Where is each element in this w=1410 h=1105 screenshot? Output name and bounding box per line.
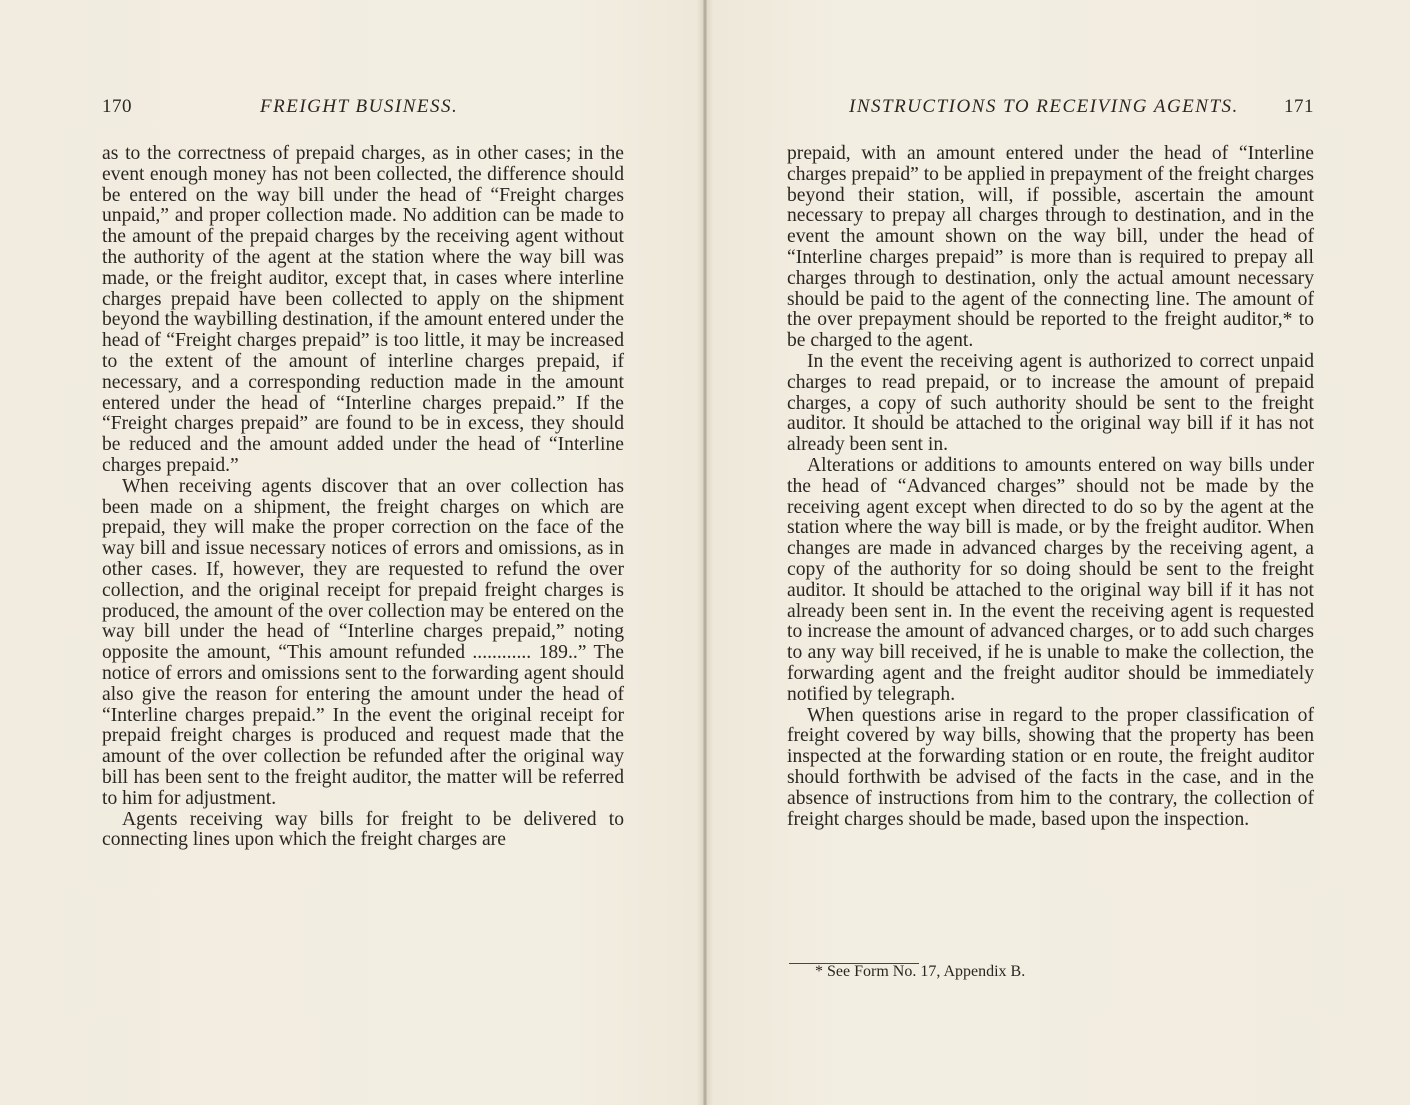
paragraph: Agents receiving way bills for freight to be delivered to connecting lines upon which the freight charges are <box>102 808 624 851</box>
left-body-text <box>102 144 624 851</box>
running-title: FREIGHT BUSINESS. <box>260 96 459 117</box>
paragraph: When receiving agents discover that an over collection has been made on a shipment, the freight charges on which are prepaid, they will make the proper correction on the face of the way bill and issue necessary notices of errors and omissions, as in other cases. If, however, they are requested to refund the over collection, and the original receipt for prepaid freight charges is produced, the amount of the over collection may be entered on the way bill under the head of “Interline charges prepaid,” noting opposite the amount, “This amount refunded ............ 189..” The notice of errors and omissions sent to the forwarding agent should also give the reason for entering the amount under the head of “Interline charges prepaid.” In the event the original receipt for prepaid freight charges is produced and request made that the amount of the over collection be refunded after the original way bill has been sent to the freight auditor, the matter will be referred to him for adjustment. <box>102 475 624 809</box>
right-body-text <box>787 144 1314 830</box>
right-page <box>707 0 1410 1105</box>
left-running-head <box>102 96 624 124</box>
left-page <box>0 0 703 1105</box>
paragraph: prepaid, with an amount entered under the head of “Interline charges prepaid” to be applied in prepayment of the freight charges beyond their station, will, if possible, ascertain the amount necessary to prepay all charges through to destination, and in the event the amount shown on the way bill, under the head of “Interline charges prepaid” is more than is required to prepay all charges through to destination, only the actual amount necessary should be paid to the agent of the connecting line. The amount of the over prepayment should be reported to the freight auditor,* to be charged to the agent. <box>787 143 1315 352</box>
page-number: 171 <box>1284 96 1314 117</box>
footnote: * See Form No. 17, Appendix B. <box>815 963 1026 980</box>
paragraph: Alterations or additions to amounts entered on way bills under the head of “Advanced charges” should not be made by the receiving agent except when directed to do so by the agent at the station where the way bill is made, or by the freight auditor. When changes are made in advanced charges by the receiving agent, a copy of the authority for so doing should be sent to the freight auditor. It should be attached to the original way bill if it has not already been sent in. In the event the receiving agent is requested to increase the amount of advanced charges, or to add such charges to any way bill received, if he is unable to make the collection, the forwarding agent and the freight auditor should be immediately notified by telegraph. <box>787 454 1314 705</box>
running-title: INSTRUCTIONS TO RECEIVING AGENTS. <box>849 96 1239 117</box>
paragraph: as to the correctness of prepaid charges, as in other cases; in the event enough money has not been collected, the difference should be entered on the way bill under the head of “Freight charges unpaid,” and proper collection made. No addition can be made to the amount of the prepaid charges by the receiving agent without the authority of the agent at the station where the way bill was made, or the freight auditor, except that, in cases where interline charges prepaid have been collected to apply on the shipment beyond the waybilling destination, if the amount entered under the head of “Freight charges prepaid” is too little, it may be increased to the extent of the amount of interline charges prepaid, if necessary, and a corresponding reduction made in the amount entered under the head of “Interline charges prepaid.” If the “Freight charges prepaid” are found to be in excess, they should be reduced and the amount added under the head of “Interline charges prepaid.” <box>102 143 624 476</box>
right-running-head <box>787 96 1314 124</box>
paragraph: When questions arise in regard to the proper classification of freight covered by way bills, showing that the property has been inspected at the forwarding station or en route, the freight auditor should forthwith be advised of the facts in the case, and in the absence of instructions from him to the contrary, the collection of freight charges should be made, based upon the inspection. <box>787 704 1314 830</box>
page-number: 170 <box>102 96 132 117</box>
paragraph: In the event the receiving agent is authorized to correct unpaid charges to read prepaid, or to increase the amount of prepaid charges, a copy of such authority should be sent to the freight auditor. It should be attached to the original way bill if it has not already been sent in. <box>787 350 1314 456</box>
